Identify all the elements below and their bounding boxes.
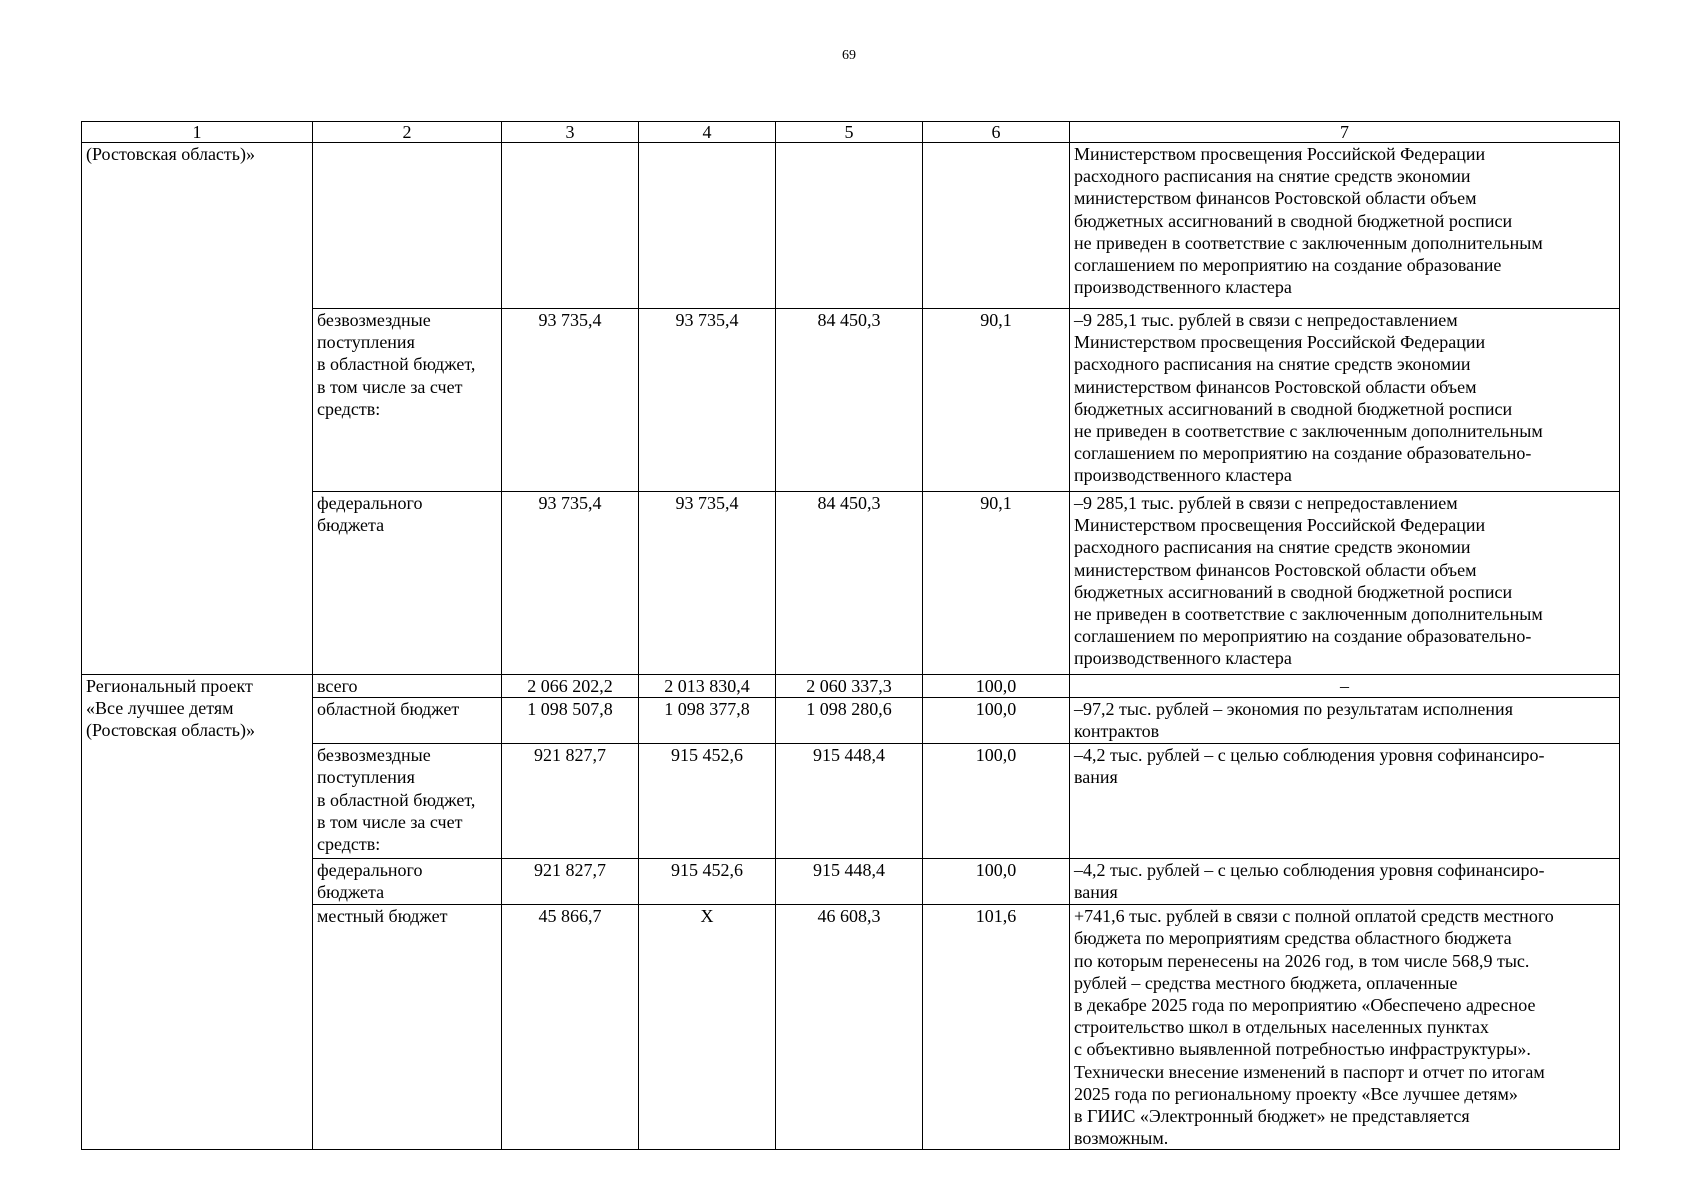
project-name-cell: (Ростовская область)» xyxy=(82,143,313,675)
actual-value-cell xyxy=(776,143,923,309)
funding-source-cell: всего xyxy=(313,675,502,698)
budget-execution-table xyxy=(81,121,1620,1150)
percent-cell: 100,0 xyxy=(923,698,1070,744)
limit-value-cell: 93 735,4 xyxy=(639,309,776,492)
percent-cell: 100,0 xyxy=(923,675,1070,698)
explanation-cell: – xyxy=(1070,675,1620,698)
explanation-cell: –4,2 тыс. рублей – с целью соблюдения уровня софинансиро- вания xyxy=(1070,859,1620,905)
table-row xyxy=(82,698,1620,744)
limit-value-cell: 2 013 830,4 xyxy=(639,675,776,698)
column-header-2: 2 xyxy=(313,122,502,143)
table-row xyxy=(82,905,1620,1150)
actual-value-cell: 2 060 337,3 xyxy=(776,675,923,698)
percent-cell: 100,0 xyxy=(923,744,1070,859)
funding-source-cell: местный бюджет xyxy=(313,905,502,1150)
funding-source-cell: федерального бюджета xyxy=(313,859,502,905)
table-row xyxy=(82,309,1620,492)
table-row xyxy=(82,859,1620,905)
planned-value-cell: 921 827,7 xyxy=(502,744,639,859)
planned-value-cell: 921 827,7 xyxy=(502,859,639,905)
funding-source-cell: федерального бюджета xyxy=(313,492,502,675)
limit-value-cell: 1 098 377,8 xyxy=(639,698,776,744)
planned-value-cell: 93 735,4 xyxy=(502,309,639,492)
limit-value-cell: Х xyxy=(639,905,776,1150)
explanation-cell: Министерством просвещения Российской Федерации расходного расписания на снятие средств экономии министерством финансов Ростовской области объем бюджетных ассигнований в сводной бюджетной росписи не приведен в соответствие с заключенным дополнительным соглашением по мероприятию на создание образование производственного кластера xyxy=(1070,143,1620,309)
percent-cell: 90,1 xyxy=(923,492,1070,675)
percent-cell: 100,0 xyxy=(923,859,1070,905)
actual-value-cell: 84 450,3 xyxy=(776,492,923,675)
limit-value-cell: 915 452,6 xyxy=(639,744,776,859)
table-row xyxy=(82,492,1620,675)
table-row xyxy=(82,744,1620,859)
project-name-cell: Региональный проект «Все лучшее детям (Ростовская область)» xyxy=(82,675,313,1150)
limit-value-cell: 93 735,4 xyxy=(639,492,776,675)
funding-source-cell: безвозмездные поступления в областной бюджет, в том числе за счет средств: xyxy=(313,744,502,859)
planned-value-cell xyxy=(502,143,639,309)
table-row xyxy=(82,675,1620,698)
actual-value-cell: 915 448,4 xyxy=(776,859,923,905)
planned-value-cell: 2 066 202,2 xyxy=(502,675,639,698)
explanation-cell: –97,2 тыс. рублей – экономия по результатам исполнения контрактов xyxy=(1070,698,1620,744)
explanation-cell: +741,6 тыс. рублей в связи с полной оплатой средств местного бюджета по мероприятиям средства областного бюджета по которым перенесены на 2026 год, в том числе 568,9 тыс. рублей – средства местного бюджета, оплаченные в декабре 2025 года по мероприятию «Обеспечено адресное строительство школ в отдельных населенных пунктах с объективно выявленной потребностью инфраструктуры». Технически внесение изменений в паспорт и отчет по итогам 2025 года по региональному проекту «Все лучшее детям» в ГИИС «Электронный бюджет» не представляется возможным. xyxy=(1070,905,1620,1150)
planned-value-cell: 93 735,4 xyxy=(502,492,639,675)
percent-cell: 101,6 xyxy=(923,905,1070,1150)
percent-cell: 90,1 xyxy=(923,309,1070,492)
planned-value-cell: 45 866,7 xyxy=(502,905,639,1150)
page-number: 69 xyxy=(842,48,856,63)
actual-value-cell: 84 450,3 xyxy=(776,309,923,492)
column-header-7: 7 xyxy=(1070,122,1620,143)
column-header-4: 4 xyxy=(639,122,776,143)
actual-value-cell: 1 098 280,6 xyxy=(776,698,923,744)
funding-source-cell xyxy=(313,143,502,309)
actual-value-cell: 915 448,4 xyxy=(776,744,923,859)
column-header-1: 1 xyxy=(82,122,313,143)
column-header-5: 5 xyxy=(776,122,923,143)
limit-value-cell xyxy=(639,143,776,309)
planned-value-cell: 1 098 507,8 xyxy=(502,698,639,744)
column-header-6: 6 xyxy=(923,122,1070,143)
actual-value-cell: 46 608,3 xyxy=(776,905,923,1150)
percent-cell xyxy=(923,143,1070,309)
explanation-cell: –9 285,1 тыс. рублей в связи с непредоставлением Министерством просвещения Российской Федерации расходного расписания на снятие средств экономии министерством финансов Ростовской области объем бюджетных ассигнований в сводной бюджетной росписи не приведен в соответствие с заключенным дополнительным соглашением по мероприятию на создание образовательно- производственного кластера xyxy=(1070,309,1620,492)
explanation-cell: –4,2 тыс. рублей – с целью соблюдения уровня софинансиро- вания xyxy=(1070,744,1620,859)
column-number-row xyxy=(82,122,1620,143)
explanation-cell: –9 285,1 тыс. рублей в связи с непредоставлением Министерством просвещения Российской Федерации расходного расписания на снятие средств экономии министерством финансов Ростовской области объем бюджетных ассигнований в сводной бюджетной росписи не приведен в соответствие с заключенным дополнительным соглашением по мероприятию на создание образовательно- производственного кластера xyxy=(1070,492,1620,675)
limit-value-cell: 915 452,6 xyxy=(639,859,776,905)
column-header-3: 3 xyxy=(502,122,639,143)
funding-source-cell: безвозмездные поступления в областной бюджет, в том числе за счет средств: xyxy=(313,309,502,492)
funding-source-cell: областной бюджет xyxy=(313,698,502,744)
table-row xyxy=(82,143,1620,309)
